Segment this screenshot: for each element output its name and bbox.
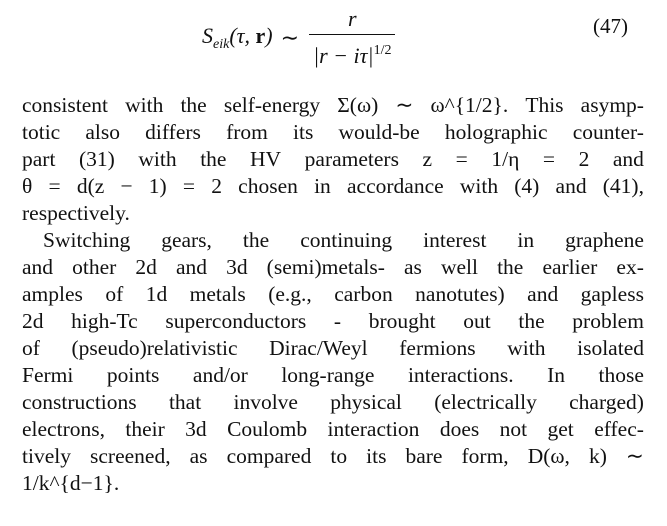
word: superconductors (165, 309, 307, 333)
word: get (547, 417, 574, 441)
word: brought (368, 309, 436, 333)
denominator-text: |r − iτ| (313, 43, 374, 68)
word: (semi)metals- (266, 255, 385, 279)
word: problem (572, 309, 644, 333)
word: 1) (148, 174, 167, 198)
word: Coulomb (227, 417, 308, 441)
word: totic (22, 120, 61, 144)
word: the (180, 93, 207, 117)
word: ex- (616, 255, 644, 279)
word: those (598, 363, 644, 387)
word: other (72, 255, 117, 279)
word: constructions (22, 390, 137, 414)
equation-fraction (309, 6, 395, 70)
word: self-energy (223, 93, 321, 117)
text-line (22, 173, 644, 200)
word: θ (22, 174, 33, 198)
word: with (507, 336, 546, 360)
word: Switching (43, 228, 131, 252)
word: Σ(ω) (337, 93, 379, 117)
text-line: respectively. (22, 201, 130, 225)
lhs-args-open: (τ, (229, 23, 256, 48)
word: interaction (327, 417, 420, 441)
word: Fermi (22, 363, 74, 387)
word: and (175, 255, 208, 279)
word: points (106, 363, 160, 387)
word: and (612, 147, 644, 171)
word: ∼ (395, 93, 414, 117)
word: to (330, 444, 348, 468)
equation-relation: ∼ (280, 25, 300, 50)
text-line (22, 281, 644, 308)
equation-lhs (202, 23, 273, 53)
word: part (22, 147, 56, 171)
word: of (22, 336, 40, 360)
text-line (22, 92, 644, 119)
word: 2 (211, 174, 222, 198)
word: (31) (79, 147, 115, 171)
word: earlier (542, 255, 598, 279)
word: 2 (578, 147, 590, 171)
word: (41), (602, 174, 644, 198)
word: and (22, 255, 54, 279)
word: carbon (334, 282, 393, 306)
word: ω^{1/2}. (430, 93, 509, 117)
word: differs (145, 120, 201, 144)
word: in (314, 174, 331, 198)
text-line (22, 389, 644, 416)
denominator-exponent: 1/2 (373, 43, 392, 58)
fraction-denominator (309, 34, 395, 70)
text-line (22, 308, 644, 335)
word: counter- (572, 120, 644, 144)
equation-body (202, 6, 395, 70)
word: of (105, 282, 124, 306)
equation-number: (47) (593, 14, 628, 38)
word: 3d (226, 255, 248, 279)
word: 1d (145, 282, 168, 306)
word: = (455, 147, 468, 171)
word: - (333, 309, 342, 333)
word: as (403, 255, 422, 279)
word: long-range (281, 363, 375, 387)
lhs-bold-r: r (255, 23, 266, 48)
word: does (439, 417, 480, 441)
word: interest (423, 228, 487, 252)
word: its (293, 120, 314, 144)
word: ∼ (625, 444, 644, 468)
text-line (22, 335, 644, 362)
word: consistent (22, 93, 108, 117)
word: asymp- (580, 93, 644, 117)
word: k) (588, 444, 607, 468)
word: well (440, 255, 478, 279)
text-line: 1/k^{d−1}. (22, 471, 120, 495)
word: HV (250, 147, 282, 171)
word: and (555, 174, 587, 198)
word: the (518, 309, 545, 333)
word: z (422, 147, 433, 171)
paragraph-2 (22, 227, 644, 497)
word: form, (461, 444, 509, 468)
word: that (168, 390, 202, 414)
word: (pseudo)relativistic (71, 336, 238, 360)
word: gapless (580, 282, 644, 306)
word: Dirac/Weyl (269, 336, 368, 360)
word: the (497, 255, 524, 279)
word: = (48, 174, 61, 198)
word: involve (233, 390, 298, 414)
word: = (182, 174, 196, 198)
word: screened, (90, 444, 171, 468)
word: high-Tc (71, 309, 138, 333)
word: charged) (569, 390, 644, 414)
word: graphene (565, 228, 644, 252)
body-text (22, 92, 644, 497)
word: continuing (300, 228, 393, 252)
word: (e.g., (268, 282, 312, 306)
text-line (22, 362, 644, 389)
word: 3d (185, 417, 207, 441)
text-line (22, 119, 644, 146)
lhs-args-close: ) (265, 23, 273, 48)
word: also (85, 120, 121, 144)
display-equation-47 (0, 0, 667, 80)
word: 1/η (491, 147, 520, 171)
word: and/or (192, 363, 248, 387)
word: holographic (444, 120, 548, 144)
word: D(ω, (527, 444, 570, 468)
word: with (459, 174, 499, 198)
word: chosen (238, 174, 298, 198)
text-line (22, 146, 644, 173)
lhs-subscript: eik (213, 37, 230, 52)
word: the (242, 228, 270, 252)
word: as (189, 444, 208, 468)
word: with (125, 93, 164, 117)
word: and (527, 282, 559, 306)
word: (electrically (434, 390, 537, 414)
word: amples (22, 282, 83, 306)
text-line (22, 254, 644, 281)
word: metals (189, 282, 246, 306)
word: physical (330, 390, 402, 414)
word: parameters (304, 147, 399, 171)
word: This (525, 93, 564, 117)
word: 2d (135, 255, 157, 279)
word: compared (226, 444, 312, 468)
text-line (22, 443, 644, 470)
lhs-symbol: S (202, 23, 213, 48)
word: would-be (338, 120, 420, 144)
word: electrons, (22, 417, 105, 441)
word: fermions (399, 336, 476, 360)
word: − (120, 174, 133, 198)
word: gears, (161, 228, 212, 252)
word: from (226, 120, 268, 144)
word: out (463, 309, 491, 333)
word: not (499, 417, 528, 441)
text-line (22, 227, 644, 254)
text-line (22, 416, 644, 443)
word: bare (405, 444, 443, 468)
word: In (547, 363, 566, 387)
word: their (125, 417, 165, 441)
word: its (366, 444, 387, 468)
fraction-numerator: r (347, 6, 357, 31)
word: = (542, 147, 556, 171)
word: isolated (577, 336, 644, 360)
word: the (200, 147, 227, 171)
word: accordance (346, 174, 444, 198)
word: 2d (22, 309, 44, 333)
word: d(z (76, 174, 105, 198)
word: in (517, 228, 535, 252)
word: interactions. (407, 363, 514, 387)
word: (4) (514, 174, 540, 198)
word: effec- (594, 417, 644, 441)
paragraph-1 (22, 92, 644, 227)
word: tively (22, 444, 71, 468)
word: with (138, 147, 177, 171)
word: nanotutes) (415, 282, 505, 306)
